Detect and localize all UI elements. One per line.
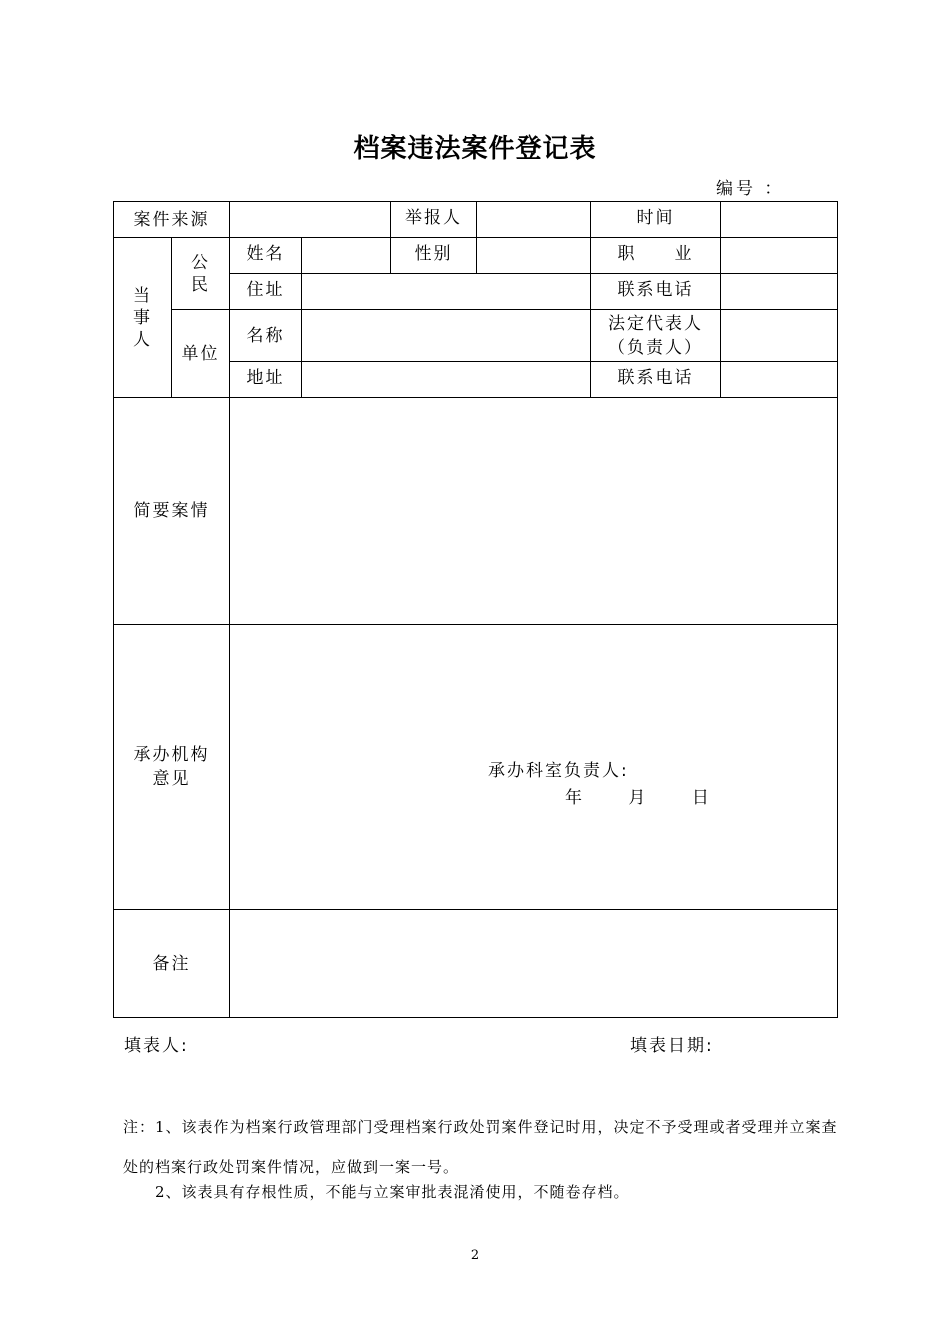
party-label-char: 人 [133,329,152,350]
case-registration-table [113,201,838,1018]
fill-date-label: 填表日期: [630,1036,714,1056]
opinion-label-line2: 意见 [152,769,191,789]
opinion-sign-label: 承办科室负责人: [488,761,629,781]
occupation-field[interactable] [721,238,838,274]
remarks-label: 备注 [114,910,230,1018]
opinion-field[interactable] [230,625,838,910]
opinion-label [114,625,230,910]
case-source-field[interactable] [230,202,391,238]
unit-name-label: 名称 [230,310,302,362]
address-field[interactable] [302,274,591,310]
case-source-label: 案件来源 [114,202,230,238]
unit-phone-label: 联系电话 [591,362,721,398]
document-title: 档案违法案件登记表 [353,134,597,164]
party-label-char: 当 [133,285,152,306]
remarks-field[interactable] [230,910,838,1018]
unit-phone-field[interactable] [721,362,838,398]
gender-field[interactable] [477,238,591,274]
name-label: 姓名 [230,238,302,274]
phone-field[interactable] [721,274,838,310]
party-label-char: 事 [133,307,152,328]
reporter-label: 举报人 [391,202,477,238]
unit-address-label: 地址 [230,362,302,398]
opinion-date-label: 年 月 日 [565,788,711,808]
legal-rep-label-line1: 法定代表人 [608,313,703,334]
address-label: 住址 [230,274,302,310]
case-summary-label: 简要案情 [114,398,230,625]
citizen-label-char: 公 [191,252,210,273]
citizen-label-char: 民 [191,274,210,295]
case-summary-field[interactable] [230,398,838,625]
gender-label: 性别 [391,238,477,274]
occupation-label: 职 业 [591,238,721,274]
legal-rep-label [591,310,721,362]
opinion-label-line1: 承办机构 [133,745,210,765]
reporter-field[interactable] [477,202,591,238]
legal-rep-label-line2: （负责人） [608,337,703,358]
unit-label: 单位 [172,310,230,398]
name-field[interactable] [302,238,391,274]
party-label [114,238,172,398]
page-number: 2 [470,1248,480,1263]
note-2: 2、该表具有存根性质，不能与立案审批表混淆使用，不随卷存档。 [155,1183,630,1201]
citizen-label [172,238,230,310]
phone-label: 联系电话 [591,274,721,310]
time-field[interactable] [721,202,838,238]
legal-rep-field[interactable] [721,310,838,362]
serial-number-label: 编号 ： [716,179,785,199]
filler-label: 填表人: [124,1036,189,1056]
time-label: 时间 [591,202,721,238]
note-1: 注：1、该表作为档案行政管理部门受理档案行政处罚案件登记时用，决定不予受理或者受理并立案查处的档案行政处罚案件情况，应做到一案一号。 [123,1118,838,1176]
unit-name-field[interactable] [302,310,591,362]
unit-address-field[interactable] [302,362,591,398]
